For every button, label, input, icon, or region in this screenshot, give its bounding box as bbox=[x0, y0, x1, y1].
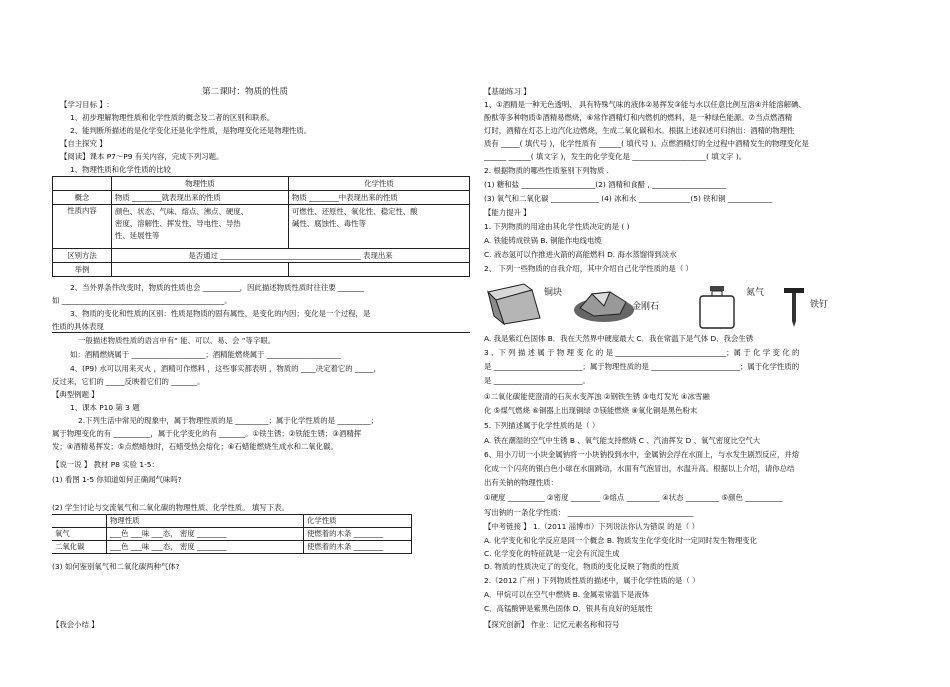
basic-2b: (3) 氧气和二氧化碳 _____________ (4) 冰和水 ______________(5) 铁和铜 ____________ bbox=[484, 194, 773, 203]
exam-link-b: C. 化学变化的特征就是一定会有沉淀生成 bbox=[484, 549, 620, 558]
ability-3b: 是 ________________________；属于物理性质的是 ________________________；属于化学性质的 bbox=[484, 362, 800, 371]
basic-1c: 灯时，酒精在灯芯上边汽化边燃烧，生成二氧化碳和水。根据上述叙述可归纳出：酒精的物理性 bbox=[484, 126, 795, 135]
question-3b: 性质的具体表现 bbox=[52, 322, 104, 331]
example-2b: 属于物理变化的有 __________，属于化学变化的有 _______。①铁生锈；②铁能生锈；③酒精挥 bbox=[52, 429, 362, 438]
explore-heading: 【自主探究 】 bbox=[60, 139, 107, 148]
question-2b: 如 ____________________________________________。 bbox=[52, 296, 232, 305]
content-physical bbox=[112, 205, 289, 249]
ability-1a: A. 铁能铸成铁锅 B. 铜能作电线电缆 bbox=[484, 236, 602, 245]
question-3: 3、物质的变化和性质的区别：性质是物质的固有属性，是变化的内因；变化是一个过程，是 bbox=[70, 309, 371, 318]
header-chemical: 化学性质 bbox=[289, 177, 470, 191]
question-4b: 反过来，它们的 _____反映着它们的 _______。 bbox=[52, 377, 205, 386]
gas-table-corner bbox=[52, 515, 107, 528]
innovation-heading: 【探究创新】 作业：记忆元素名称和符号 bbox=[484, 620, 620, 629]
method-cell: 是否通过 ______________________________________ 表现出来 bbox=[112, 249, 470, 263]
goal-1: 1、初步理解物理性质和化学性质的概念及二者的区别和联系。 bbox=[70, 113, 275, 122]
gas-header-physical: 物理性质 bbox=[107, 515, 304, 528]
content-physical-line: 密度、溶解性、挥发性、导电性、导热 bbox=[115, 218, 241, 228]
exam-link-2a: A．甲烷可以在空气中燃烧 B. 金属汞常温下是液体 bbox=[484, 590, 649, 599]
row-example: 举例 bbox=[53, 263, 112, 277]
gas-properties-table bbox=[52, 514, 412, 554]
ability-1b: C. 液态氢可以作推进火箭的高能燃料 D. 海水蒸馏得到淡水 bbox=[484, 250, 677, 259]
iron-nail-image bbox=[780, 286, 810, 328]
typical-heading: 【典型例题 】 bbox=[52, 390, 99, 399]
content-physical-line: 颜色、状态、气味、熔点、沸点、硬度、 bbox=[115, 207, 249, 216]
page-title: 第二课时：物质的性质 bbox=[202, 87, 288, 97]
basic-1e: ______ ______( 填文字 )，发生的化学变化是 ____________________( 填文字 )。 bbox=[484, 152, 747, 161]
ability-3: 3 、下 列 描 述 属 于 物 理 变 化 的 是 ______________________________；属 于 化 学 变 化 的 bbox=[484, 348, 800, 357]
divider bbox=[52, 332, 470, 333]
exam-link-2b: C．高锰酸钾是紫黑色固体 D．银具有良好的延展性 bbox=[484, 604, 653, 613]
exam-link-heading: 【中考链接 】 1.（2011 淄博市）下列说法你认为错误 的是（ ） bbox=[484, 522, 699, 531]
basic-1b: 酚酞等多种物质⑤酒精易燃烧，⑥常作酒精灯和内燃机的燃料，是一种绿色能源。⑦当点燃酒精 bbox=[484, 113, 793, 122]
co2-physical: ___色 ___味 ___态， 密度 ________ bbox=[107, 541, 304, 554]
question-4: 4、(P9) 水可以用来灭火 ，酒精可作燃料 ，这些事实都表明 ，物质的 ____决定着它的 _____， bbox=[70, 364, 381, 373]
co2-chemical: 使燃着的木条 ________ bbox=[304, 541, 412, 554]
ability-6e: 写出钠的一条化学性质： __________________________________ bbox=[484, 508, 694, 517]
basic-1: 1、①酒精是一种无色透明、 具有特殊气味的液体②易挥发③能与水以任意比例互溶④并能溶解碘、 bbox=[484, 100, 806, 109]
label-nitrogen: 氮气 bbox=[746, 288, 765, 298]
example-physical bbox=[112, 263, 289, 277]
row-method: 区别方法 bbox=[53, 249, 112, 263]
label-diamond: 金刚石 bbox=[632, 302, 660, 312]
gas-row-co2: 二氧化碳 bbox=[52, 541, 107, 554]
ability-6d: ①硬度 __________ ②密度 ________ ③熔点 _________ ④状态 _________ ⑤颜色 __________ bbox=[484, 493, 783, 502]
nitrogen-bottle-image bbox=[696, 284, 740, 330]
table-corner bbox=[53, 177, 112, 191]
question-3d: 如：酒精燃烧属于 ____________________；酒精能燃烧属于 ____________________ bbox=[70, 350, 341, 359]
row-concept: 概念 bbox=[53, 191, 112, 205]
ability-3c: 是 ________________________。 bbox=[484, 376, 590, 385]
gas-header-chemical: 化学性质 bbox=[304, 515, 412, 528]
property-comparison-table bbox=[52, 176, 470, 277]
ability-3e: 化 ⑤煤气燃烧 ⑥铜器上出现铜绿 ⑦镁能燃烧 ⑧氧化铜是黑色粉末 bbox=[484, 406, 698, 415]
content-chemical bbox=[289, 205, 470, 249]
gas-row-oxygen: 氧气 bbox=[52, 528, 107, 541]
ability-1: 1. 下列物质的用途由其化学性质决定的是 ( ) bbox=[484, 222, 630, 231]
row-content: 性质内容 bbox=[53, 205, 112, 249]
question-2: 2、当外界条件改变时，物质的性质也会 __________，因此描述物质性质时往往要 _______ bbox=[70, 283, 364, 292]
basic-2a: (1) 糖和盐 ____________________(2) 酒精和食醋 , ____________________ bbox=[484, 180, 726, 189]
ability-6b: 化成一个闪亮的银白色小球在水面跳动，水面有气泡冒出，水温升高。根据以上介绍，请你总结 bbox=[484, 464, 795, 473]
ability-5a: A. 铁在潮湿的空气中生锈 B 、氧气能支持燃烧 C 、汽油挥发 D 、氧气密度比空气大 bbox=[484, 436, 761, 445]
goals-heading: 【学习目标 】: bbox=[60, 100, 110, 109]
header-physical: 物理性质 bbox=[112, 177, 289, 191]
ability-2-options: A. 我是紫红色固体 B．我在天然界中硬度最大 C．我在常温下是气体 D．我会生锈 bbox=[484, 334, 754, 343]
example-2c: 发；④酒精易挥发；⑤点燃蜡烛时，石蜡受热会熔化；⑥石蜡能燃烧生成水和二氧化碳。 bbox=[52, 442, 338, 451]
content-chemical-line: 碱性、腐蚀性、毒性等 bbox=[292, 218, 366, 228]
content-physical-line: 性、延展性等 bbox=[115, 230, 160, 240]
exam-link-2: 2.（2012 广州 ) 下列物质性质的描述中，属于化学性质的是（ ） bbox=[484, 576, 700, 585]
goal-2: 2、能判断所描述的是化学变化还是化学性质，是物理变化还是物理性质。 bbox=[70, 126, 312, 135]
say-2: (2) 学生讨论与交流氧气和二氧化碳的物理性质、化学性质。 填写下表。 bbox=[52, 503, 289, 512]
reading-text: 【阅读】课本 P7～P9 有关内容，完成下列习题。 bbox=[60, 152, 224, 161]
example-2: 2.下列生活中常见的现象中，属于物理性质的是 _________；属于化学性质的是 _________； bbox=[78, 416, 378, 425]
say-1: (1) 看图 1-5 你知道如何正确闻气味吗? bbox=[52, 475, 182, 484]
ability-heading: 【能力提升 】 bbox=[484, 208, 531, 217]
say-3: (3) 如何鉴别氧气和二氧化碳两种气体? bbox=[52, 562, 180, 571]
concept-chemical: 物质 ________中表现出来的性质 bbox=[289, 191, 470, 205]
ability-6c: 出有关钠的物理性质： bbox=[484, 478, 558, 487]
label-iron-nail: 铁钉 bbox=[810, 300, 829, 310]
basic-1d: 质有 _____( 填代号 )，化学性质有 ______( 填代号 )。点燃酒精灯的全过程中酒精发生的物理变化是 bbox=[484, 139, 809, 148]
example-1: 1、课本 P10 第 3 题 bbox=[70, 403, 140, 412]
ability-3d: ①二氧化碳能使澄清的石灰水变浑浊 ②钢铁生锈 ③电灯发光 ④冰雪融 bbox=[484, 392, 710, 401]
content-chemical-line: 可燃性、还原性、氧化性、稳定性、酸 bbox=[292, 207, 418, 216]
exam-link-a: A. 化学变化和化学反应是同一个概念 B. 物质发生化学变化时一定同时发生物理变化 bbox=[484, 536, 758, 545]
example-chemical bbox=[289, 263, 470, 277]
basic-heading: 【基础练习 】 bbox=[484, 87, 531, 96]
exam-link-c: D. 物质的性质决定了的变化，物质的变化反映了物质的性质 bbox=[484, 562, 680, 571]
oxygen-physical: ___色 ___味 ___态， 密度 ________ bbox=[107, 528, 304, 541]
ability-2: 2、 下列一些物质的自我介绍，其中介绍自己化学性质的是（ ） bbox=[484, 264, 693, 273]
question-3c: 一般描述物质性质的语言中有“ 能、可以、易、会 ”等字眼。 bbox=[78, 336, 276, 345]
summary-heading: 【我会小结 】 bbox=[52, 620, 99, 629]
question-1: 1、物理性质和化学性质的比较 bbox=[70, 165, 171, 174]
concept-physical: 物质 ________就表现出来的性质 bbox=[112, 191, 289, 205]
say-heading: 【说一说 】 教材 P8 实验 1-5： bbox=[52, 460, 159, 469]
diamond-image bbox=[570, 284, 638, 324]
oxygen-chemical: 使燃着的木条 ________ bbox=[304, 528, 412, 541]
label-copper: 铜块 bbox=[544, 288, 563, 298]
copper-block-image bbox=[484, 280, 544, 326]
ability-5: 5. 下列描述属于化学性质的是（ ） bbox=[484, 421, 600, 430]
ability-6: 6、用小刀切一小块金属钠将一小块钠投到水中，金属钠会浮在水面上，与水发生剧烈反应，并熔 bbox=[484, 450, 800, 459]
basic-2: 2. 根据物质的哪些性质鉴别下列物质 . bbox=[484, 166, 609, 175]
